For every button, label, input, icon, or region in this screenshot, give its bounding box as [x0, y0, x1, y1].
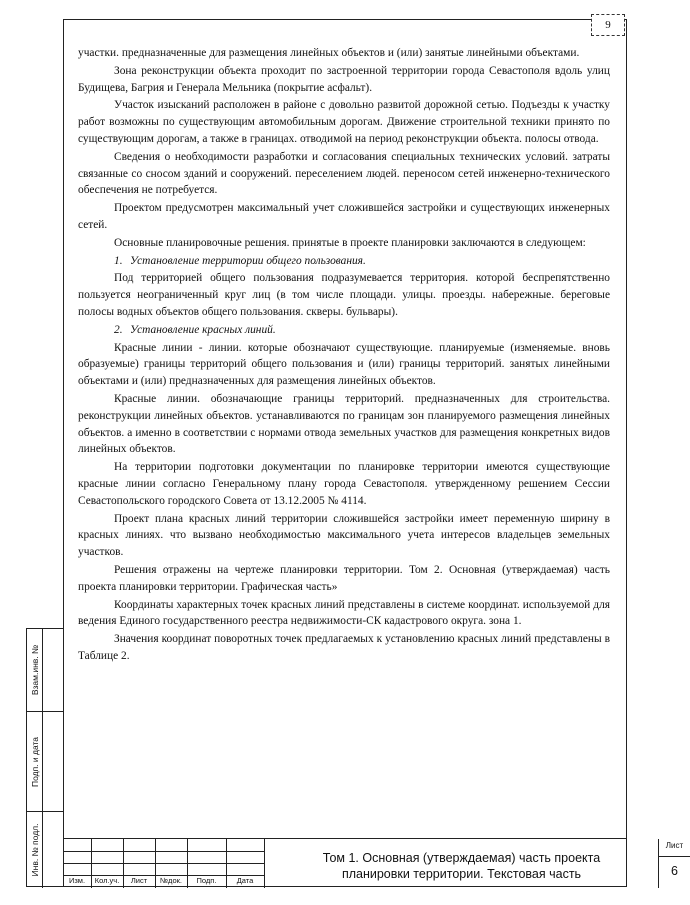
- page-corner-number: 9: [591, 14, 625, 36]
- sheet-divider: [659, 856, 690, 857]
- side-label-inv-podl: Инв. № подл.: [29, 823, 40, 877]
- body-paragraph: Основные планировочные решения. принятые в проекте планировки заключаются в следующем:: [114, 236, 586, 249]
- numbered-heading: [78, 253, 610, 270]
- col-label-ndok: №док.: [160, 876, 182, 885]
- title-block: [63, 838, 684, 887]
- body-paragraph: Участок изысканий расположен в районе с довольно развитой дорожной сетью. Подъезды к участку работ возможны по существующим автомобильным дорогам. Движение строительной техники принято по существующим дорогам, а также в границах. отводимой на период реконструкции объекта. полосы отвода.: [78, 99, 610, 145]
- body-paragraph: Сведения о необходимости разработки и согласования специальных технических условий. затраты связанные со сносом зданий и сооружений. переселением людей. переносом сетей инженерно-технического обеспечения не потребуется.: [78, 150, 610, 197]
- side-stamp: [26, 628, 63, 887]
- body-paragraph: Зона реконструкции объекта проходит по застроенной территории города Севастополя вдоль улиц Будищева, Багрия и Генерала Мельника (покрытие асфальт).: [78, 64, 610, 94]
- body-paragraph: На территории подготовки документации по планировке территории имеются существующие красные линии согласно Генеральному плану города Севастополя. утвержденному решением Сессии Севастопольского городского Совета от 13.12.2005 № 4114.: [78, 461, 610, 507]
- document-title-line-2: планировки территории. Текстовая часть: [341, 867, 582, 881]
- sheet-box: [658, 839, 690, 888]
- side-cell-vzam-inv-value: [43, 629, 64, 712]
- body-paragraph: участки. предназначенные для размещения линейных объектов и (или) занятые линейными объектами.: [78, 47, 580, 59]
- side-label-podp-data: Подп. и дата: [29, 736, 40, 787]
- sheet-number: 6: [671, 864, 678, 878]
- revision-grid: [63, 839, 264, 888]
- grid-row-line: [63, 863, 264, 864]
- body-paragraph: Решения отражены на чертеже планировки территории. Том 2. Основная (утверждаемая) часть проекта планировки территории. Графическая часть»: [78, 563, 610, 593]
- col-label-list: Лист: [130, 876, 148, 885]
- numbered-heading-number: 1.: [114, 254, 123, 267]
- col-label-data: Дата: [236, 876, 254, 885]
- col-label-kol-uch: Кол.уч.: [94, 876, 120, 885]
- grid-row-line: [63, 851, 264, 852]
- col-label-izm: Изм.: [68, 876, 86, 885]
- body-paragraph: Проект плана красных линий территории сложившейся застройки имеет переменную ширину в красных линиях. что вызвано необходимостью максимального учета интересов владельцев земельных участков.: [78, 512, 610, 559]
- body-paragraph: Проектом предусмотрен максимальный учет сложившейся застройки и существующих инженерных сетей.: [78, 202, 610, 231]
- side-cell-podp-data-value: [43, 712, 64, 812]
- body-paragraph: Под территорией общего пользования подразумевается территория. которой беспрепятственно пользуется неограниченный круг лиц (в том числе площади. улицы. проезды. набережные. береговые полосы водных объектов общего пользования. скверы. бульвары).: [78, 272, 610, 318]
- side-cell-inv-podl-value: [43, 812, 64, 888]
- body-paragraph: Красные линии - линии. которые обозначают существующие. планируемые (изменяемые. вновь образуемые) границы территорий общего пользования и (или) границы территорий. занятых линейными объектами и (или) предназначенных для размещения линейных объектов.: [78, 341, 610, 388]
- numbered-heading-number: 2.: [114, 323, 123, 336]
- document-title: [264, 839, 658, 888]
- numbered-heading: [78, 322, 610, 339]
- body-paragraph: Координаты характерных точек красных линий представлены в системе координат. используемой для ведения Единого государственного реестра недвижимости-СК кадастрового округа. зона 1.: [78, 598, 610, 628]
- side-cell-vzam-inv: [27, 629, 43, 712]
- document-title-line-1: Том 1. Основная (утверждаемая) часть проекта: [322, 851, 601, 865]
- numbered-heading-text: Установление красных линий.: [130, 323, 276, 336]
- col-label-podp: Подп.: [196, 876, 217, 885]
- side-cell-podp-data: [27, 712, 43, 812]
- numbered-heading-text: Установление территории общего пользования.: [130, 254, 366, 267]
- sheet-label: Лист: [665, 841, 684, 850]
- document-body: [78, 45, 610, 666]
- side-label-vzam-inv: Взам.инв. №: [29, 644, 40, 696]
- side-cell-inv-podl: [27, 812, 43, 888]
- body-paragraph: Значения координат поворотных точек предлагаемых к установлению красных линий представлены в Таблице 2.: [78, 633, 610, 662]
- body-paragraph: Красные линии. обозначающие границы территорий. предназначенных для строительства. реконструкции линейных объектов. устанавливаются по границам зон планируемого размещения линейных объектов. а именно в соответствии с нормами отвода земельных участков для размещения конкретных видов линейных объектов.: [78, 392, 610, 456]
